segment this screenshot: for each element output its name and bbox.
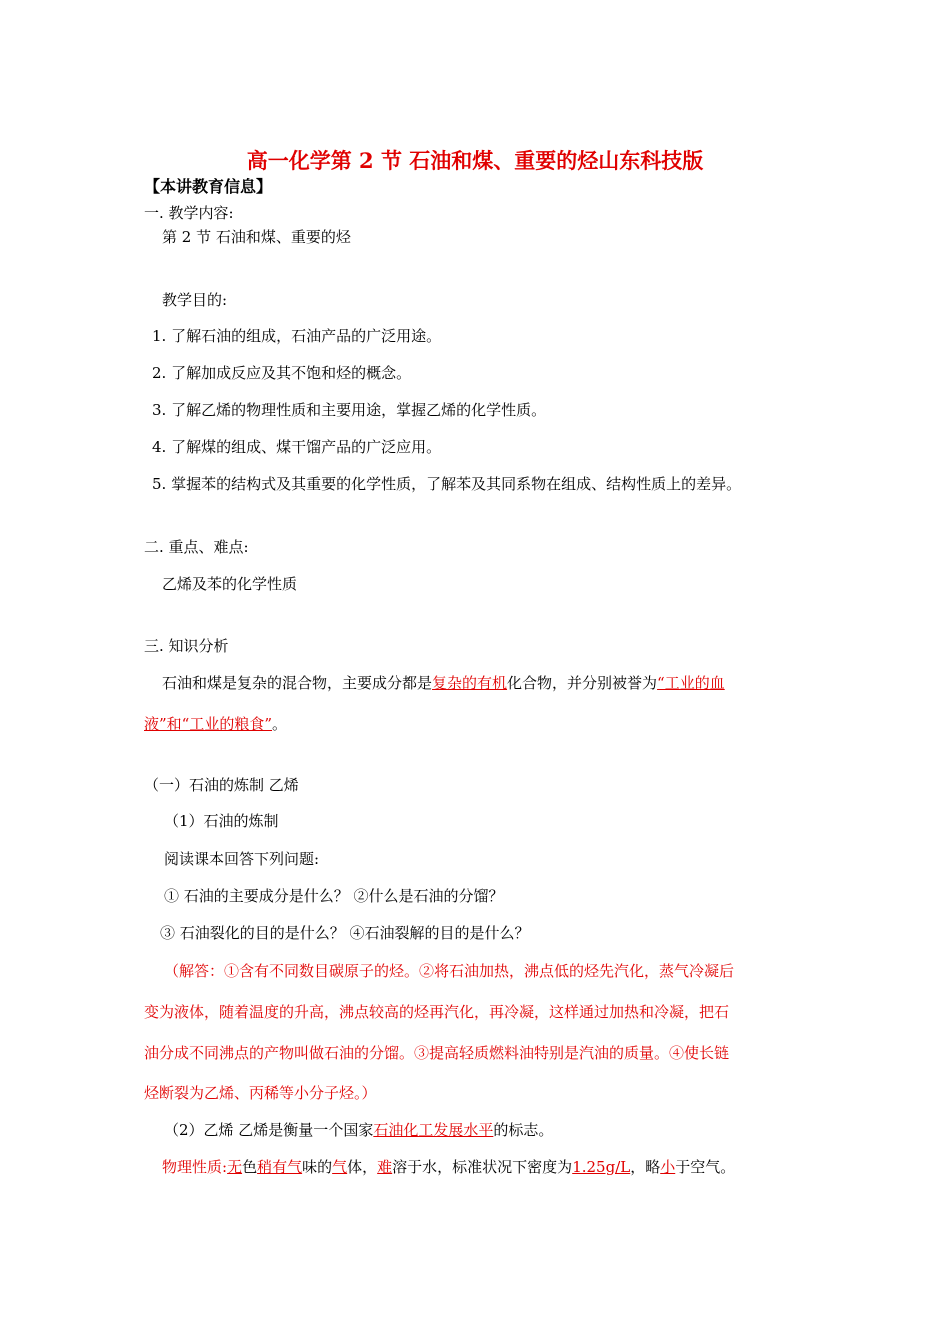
goal-item: 2. 了解加成反应及其不饱和烃的概念。 xyxy=(152,364,412,382)
section-1-heading: 一. 教学内容: xyxy=(144,204,234,222)
physical-properties xyxy=(162,1157,735,1177)
ethylene-text: 的标志。 xyxy=(493,1121,554,1139)
section-1-content: 第 2 节 石油和煤、重要的烃 xyxy=(162,228,351,246)
answer-line: 变为液体，随着温度的升高，沸点较高的烃再汽化，再冷凝，这样通过加热和冷凝，把石 xyxy=(144,1003,730,1021)
goals-label: 教学目的: xyxy=(162,291,228,309)
fill-word: 无 xyxy=(227,1158,243,1176)
answer-line: 烃断裂为乙烯、丙稀等小分子烃。） xyxy=(144,1084,377,1102)
intro-highlight: “工业的血 xyxy=(657,674,725,692)
ethylene-text: （2）乙烯 乙烯是衡量一个国家 xyxy=(164,1121,374,1139)
document-title: 高一化学第 2 节 石油和煤、重要的烃山东科技版 xyxy=(246,148,704,173)
intro-text: 石油和煤是复杂的混合物，主要成分都是 xyxy=(162,674,433,692)
question-line-2: ③ 石油裂化的目的是什么？ ④石油裂解的目的是什么？ xyxy=(160,924,530,942)
physical-label: 物理性质: xyxy=(162,1158,228,1176)
intro-line-1 xyxy=(162,673,725,693)
reading-prompt: 阅读课本回答下列问题: xyxy=(164,850,320,868)
section-3-heading: 三. 知识分析 xyxy=(144,637,229,655)
intro-highlight: 复杂的有机 xyxy=(432,674,508,692)
intro-text: 化合物，并分别被誉为 xyxy=(507,674,658,692)
ethylene-highlight: 石油化工发展水平 xyxy=(373,1121,494,1139)
prop-text: 溶于水，标准状况下密度为 xyxy=(392,1158,573,1176)
fill-word: 小 xyxy=(660,1158,676,1176)
prop-text: ，略 xyxy=(630,1158,661,1176)
goal-item: 5. 掌握苯的结构式及其重要的化学性质，了解苯及其同系物在组成、结构性质上的差异。 xyxy=(152,475,742,493)
prop-text: 味的 xyxy=(302,1158,333,1176)
fill-word: 1.25g/L xyxy=(572,1158,631,1176)
fill-word: 稍有气 xyxy=(257,1158,303,1176)
part-1-title: （一）石油的炼制 乙烯 xyxy=(144,776,299,794)
answer-line: （解答：①含有不同数目碳原子的烃。②将石油加热，沸点低的烃先汽化，蒸气冷凝后 xyxy=(164,962,735,980)
intro-highlight: 液”和“工业的粮食” xyxy=(144,715,273,733)
subsection-1: （1）石油的炼制 xyxy=(164,812,279,830)
prop-text: 色 xyxy=(242,1158,258,1176)
prop-text: 体， xyxy=(347,1158,378,1176)
goal-item: 3. 了解乙烯的物理性质和主要用途，掌握乙烯的化学性质。 xyxy=(152,401,547,419)
fill-word: 气 xyxy=(332,1158,348,1176)
goal-item: 4. 了解煤的组成、煤干馏产品的广泛应用。 xyxy=(152,438,442,456)
goal-item: 1. 了解石油的组成，石油产品的广泛用途。 xyxy=(152,327,442,345)
fill-word: 难 xyxy=(377,1158,393,1176)
section-2-heading: 二. 重点、难点: xyxy=(144,538,249,556)
question-line-1: ① 石油的主要成分是什么？ ②什么是石油的分馏？ xyxy=(164,887,504,905)
intro-line-2 xyxy=(144,714,287,734)
subsection-2 xyxy=(164,1120,553,1140)
intro-text: 。 xyxy=(272,715,288,733)
prop-text: 于空气。 xyxy=(675,1158,736,1176)
section-2-content: 乙烯及苯的化学性质 xyxy=(162,575,298,593)
answer-line: 油分成不同沸点的产物叫做石油的分馏。③提高轻质燃料油特别是汽油的质量。④使长链 xyxy=(144,1044,730,1062)
info-header: 【本讲教育信息】 xyxy=(144,177,273,196)
